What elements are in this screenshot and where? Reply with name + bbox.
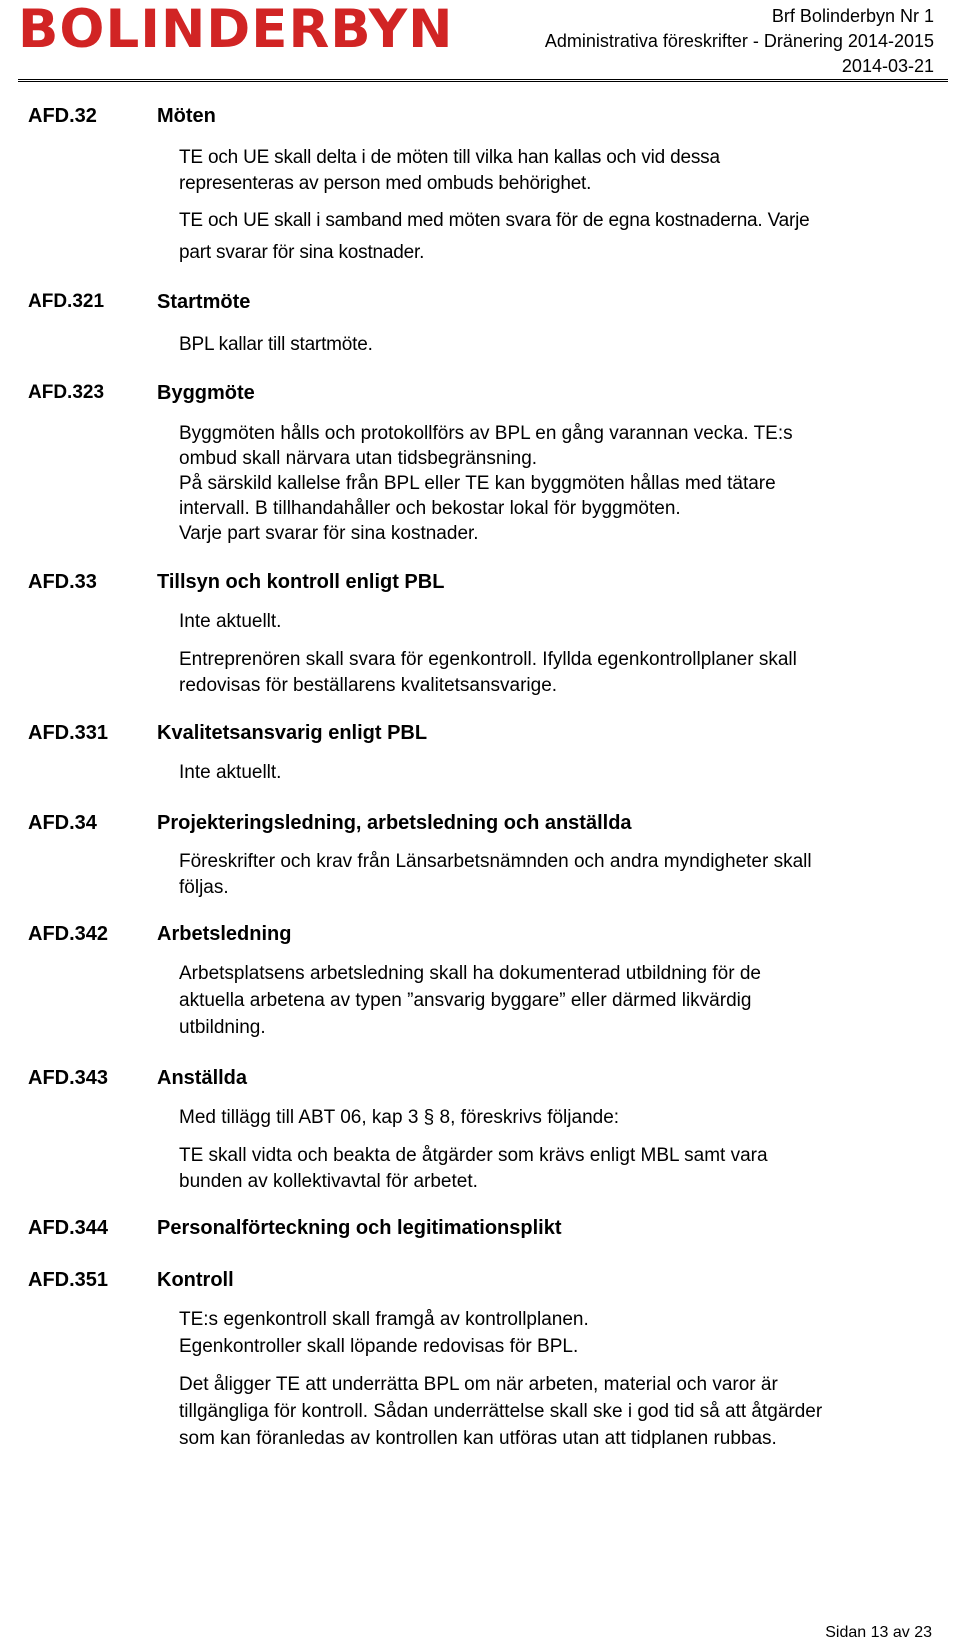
header-divider (18, 79, 948, 82)
section-code: AFD.331 (28, 722, 109, 744)
paragraph: Föreskrifter och krav från Länsarbetsnämnden och andra myndigheter skall följas. (179, 851, 812, 898)
page-number: Sidan 13 av 23 (825, 1624, 932, 1641)
paragraph: TE och UE skall delta i de möten till vilka han kallas och vid dessa representeras av person med ombuds behörighet. (179, 147, 720, 194)
section-heading: Byggmöte (157, 382, 255, 404)
section-code: AFD.321 (28, 291, 105, 312)
paragraph: Arbetsplatsens arbetsledning skall ha dokumenterad utbildning för de aktuella arbetena av typen ”ansvarig byggare” eller därmed likvärdig utbildning. (179, 963, 761, 1038)
section-code: AFD.33 (28, 571, 97, 593)
paragraph: Inte aktuellt. (179, 611, 282, 632)
section-heading: Startmöte (157, 291, 251, 313)
header-date: 2014-03-21 (841, 56, 934, 76)
section-heading: Kvalitetsansvarig enligt PBL (157, 722, 428, 744)
paragraph: Entreprenören skall svara för egenkontroll. Ifyllda egenkontrollplaner skall redovisas för beställarens kvalitetsansvarige. (179, 649, 797, 696)
paragraph: TE:s egenkontroll skall framgå av kontrollplanen. Egenkontroller skall löpande redovisas för BPL. (179, 1309, 589, 1357)
paragraph: Byggmöten hålls och protokollförs av BPL en gång varannan vecka. TE:s ombud skall närvara utan tidsbegränsning. På särskild kallelse från BPL eller TE kan byggmöten hållas med tätare intervall. B tillhandahåller och bekostar lokal för byggmöten. Varje part svarar för sina kostnader. (179, 423, 793, 544)
header-org: Brf Bolinderbyn Nr 1 (771, 6, 934, 26)
section-code: AFD.344 (28, 1217, 109, 1239)
section-code: AFD.323 (28, 382, 105, 403)
section-code: AFD.342 (28, 923, 109, 945)
logo: BOLINDERBYN (18, 0, 454, 60)
section-code: AFD.34 (28, 812, 97, 834)
paragraph: part svarar för sina kostnader. (179, 242, 425, 263)
section-heading: Kontroll (157, 1269, 234, 1291)
section-code: AFD.343 (28, 1067, 109, 1089)
section-code: AFD.351 (28, 1269, 109, 1291)
paragraph: Inte aktuellt. (179, 762, 282, 783)
section-heading: Projekteringsledning, arbetsledning och anställda (157, 812, 632, 834)
section-heading: Arbetsledning (157, 923, 292, 945)
section-heading: Anställda (157, 1067, 248, 1089)
paragraph: BPL kallar till startmöte. (179, 334, 373, 355)
section-heading: Möten (157, 105, 216, 127)
paragraph: TE skall vidta och beakta de åtgärder som krävs enligt MBL samt vara bunden av kollektivavtal för arbetet. (179, 1145, 768, 1192)
header-doc-title: Administrativa föreskrifter - Dränering 2014-2015 (544, 31, 934, 51)
section-heading: Tillsyn och kontroll enligt PBL (157, 571, 445, 593)
paragraph: Det åligger TE att underrätta BPL om när arbeten, material och varor är tillgängliga för kontroll. Sådan underrättelse skall ske i god tid så att åtgärder som kan föranledas av kontrollen kan utföras utan att tidplanen rubbas. (179, 1374, 823, 1449)
paragraph: TE och UE skall i samband med möten svara för de egna kostnaderna. Varje (179, 210, 810, 231)
section-heading: Personalförteckning och legitimationsplikt (157, 1217, 562, 1239)
paragraph: Med tillägg till ABT 06, kap 3 § 8, föreskrivs följande: (179, 1107, 620, 1128)
section-code: AFD.32 (28, 105, 97, 127)
